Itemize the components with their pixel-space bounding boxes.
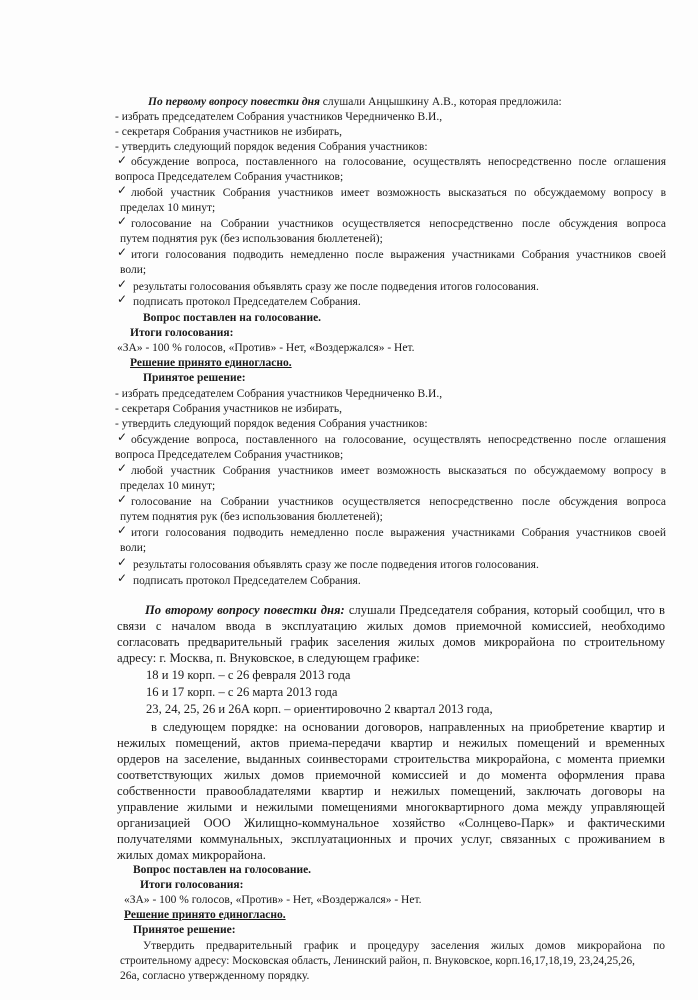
q1-rule-line: итоги голосования подводить немедленно после выражения участниками Собрания участников своей <box>131 249 666 261</box>
q1-rule-line: результаты голосования объявлять сразу же после подведения итогов голосования. <box>133 281 539 293</box>
q2-schedule-item: 18 и 19 корп. – с 26 февраля 2013 года <box>146 668 351 682</box>
checkmark-icon: ✓ <box>117 523 128 537</box>
q2-order-line: в следующем порядке: на основании договоров, направленных на приобретение квартир и <box>151 720 665 734</box>
q1-proposal-line: - секретаря Собрания участников не избирать, <box>115 126 342 138</box>
q1-decision-line: - секретаря Собрания участников не избирать, <box>115 403 342 415</box>
q1-intro <box>148 95 562 109</box>
q2-order-line: ордеров на заселение, выданных соинвесторами строительства микрорайона, с момента приемки <box>117 752 665 766</box>
q2-order-line: получателями коммунальных, эксплуатационных и прочих услуг, связанных с проживанием в <box>117 832 665 846</box>
q1-decision-rule-line: подписать протокол Председателем Собрания. <box>133 575 361 587</box>
checkmark-icon: ✓ <box>117 571 128 585</box>
q2-decision-title: Принятое решение: <box>133 924 236 936</box>
q2-schedule-item: 16 и 17 корп. – с 26 марта 2013 года <box>146 685 338 699</box>
checkmark-icon: ✓ <box>117 153 128 167</box>
q1-rule-line: любой участник Собрания участников имеет возможность высказаться по обсуждаемому вопросу в <box>131 187 666 199</box>
q1-rule-line: воли; <box>120 264 147 276</box>
q1-decision-line: - утвердить следующий порядок ведения Собрания участников: <box>115 418 428 430</box>
q1-results-title: Итоги голосования: <box>130 327 234 339</box>
q1-decision-rule-line: результаты голосования объявлять сразу же после подведения итогов голосования. <box>133 559 539 571</box>
q1-decision-rule-line: любой участник Собрания участников имеет возможность высказаться по обсуждаемому вопросу в <box>131 465 666 477</box>
q1-rule-line: путем поднятия рук (без использования бюллетеней); <box>120 233 383 245</box>
q1-vote-put: Вопрос поставлен на голосование. <box>143 312 322 324</box>
q1-decision-rule-line: путем поднятия рук (без использования бюллетеней); <box>120 511 383 523</box>
q1-decision-line: - избрать председателем Собрания участников Чередниченко В.И., <box>115 388 443 400</box>
q1-proposal-line: - утвердить следующий порядок ведения Собрания участников: <box>115 141 428 153</box>
q2-results-title: Итоги голосования: <box>140 879 244 891</box>
q1-intro-rest: слушали Анцышкину А.В., которая предложила: <box>319 96 562 108</box>
checkmark-icon: ✓ <box>117 277 128 291</box>
q1-decision-rule-line: воли; <box>120 542 147 554</box>
q1-decision-rule-line: итоги голосования подводить немедленно после выражения участниками Собрания участников своей <box>131 527 666 539</box>
q2-intro-line: связи с началом ввода в эксплуатацию жилых домов приемочной комиссией, необходимо <box>117 619 665 633</box>
q2-intro-lead: По второму вопросу повестки дня: <box>145 603 345 617</box>
q2-vote-put: Вопрос поставлен на голосование. <box>133 864 312 876</box>
checkmark-icon: ✓ <box>117 214 128 228</box>
checkmark-icon: ✓ <box>117 555 128 569</box>
q2-intro <box>145 603 665 617</box>
q1-rule-line: обсуждение вопроса, поставленного на голосование, осуществлять непосредственно после оглашения <box>131 156 666 168</box>
q2-order-line: организацией ООО Жилищно-коммунальное хозяйство «Солнцево-Парк» и фактическими <box>117 816 665 830</box>
q2-decision-line: строительному адресу: Московская область, Ленинский район, п. Внуковское, корп.16,17,18,19, 23,24,25,26, <box>120 955 635 967</box>
q2-decision-line: Утвердить предварительный график и процедуру заселения жилых домов микрорайона по <box>143 940 665 952</box>
q1-proposal-line: - избрать председателем Собрания участников Чередниченко В.И., <box>115 111 443 123</box>
q1-rule-line: пределах 10 минут; <box>120 202 216 214</box>
q2-schedule-item: 23, 24, 25, 26 и 26А корп. – ориентировочно 2 квартал 2013 года, <box>146 702 493 716</box>
q1-rule-line: голосование на Собрании участников осуществляется непосредственно после обсуждения вопроса <box>131 218 666 230</box>
q1-decision-rule-line: вопроса Председателем Собрания участников; <box>115 449 344 461</box>
q1-decision-rule-line: голосование на Собрании участников осуществляется непосредственно после обсуждения вопроса <box>131 496 666 508</box>
q1-rule-line: вопроса Председателем Собрания участников; <box>115 171 344 183</box>
q2-order-line: соответствующих жилых домов приемочной комиссией и до момента оформления права <box>117 768 665 782</box>
q2-intro-rest: слушали Председателя собрания, который сообщил, что в <box>344 603 665 617</box>
q1-rule-line: подписать протокол Председателем Собрания. <box>133 296 361 308</box>
q1-intro-lead: По первому вопросу повестки дня <box>148 96 320 108</box>
q1-decision-rule-line: пределах 10 минут; <box>120 480 216 492</box>
q1-decision-rule-line: обсуждение вопроса, поставленного на голосование, осуществлять непосредственно после оглашения <box>131 434 666 446</box>
q1-results: «ЗА» - 100 % голосов, «Против» - Нет, «Воздержался» - Нет. <box>117 342 415 354</box>
checkmark-icon: ✓ <box>117 461 128 475</box>
q2-results: «ЗА» - 100 % голосов, «Против» - Нет, «Воздержался» - Нет. <box>124 894 422 906</box>
q2-decision-line: 26а, согласно утвержденному порядку. <box>120 970 310 982</box>
q2-intro-line: согласовать предварительный график заселения жилых домов микрорайона по строительному <box>117 635 665 649</box>
q2-order-line: нежилых помещений, актов приема-передачи квартир и нежилых помещений и временных <box>117 736 665 750</box>
q2-order-line: собственности правообладателями квартир и нежилых помещений, заключать договоры на <box>117 784 665 798</box>
q1-decision-title: Принятое решение: <box>143 372 246 384</box>
checkmark-icon: ✓ <box>117 292 128 306</box>
q2-order-line: жилых домах микрорайона. <box>117 848 266 862</box>
checkmark-icon: ✓ <box>117 183 128 197</box>
q2-unanimous: Решение принято единогласно. <box>124 909 286 921</box>
checkmark-icon: ✓ <box>117 430 128 444</box>
q1-unanimous: Решение принято единогласно. <box>130 357 292 369</box>
q2-intro-line: адресу: г. Москва, п. Внуковское, в следующем графике: <box>117 651 420 665</box>
checkmark-icon: ✓ <box>117 245 128 259</box>
q2-order-line: управление жилыми и нежилыми помещениями многоквартирного дома между управляющей <box>117 800 665 814</box>
checkmark-icon: ✓ <box>117 492 128 506</box>
